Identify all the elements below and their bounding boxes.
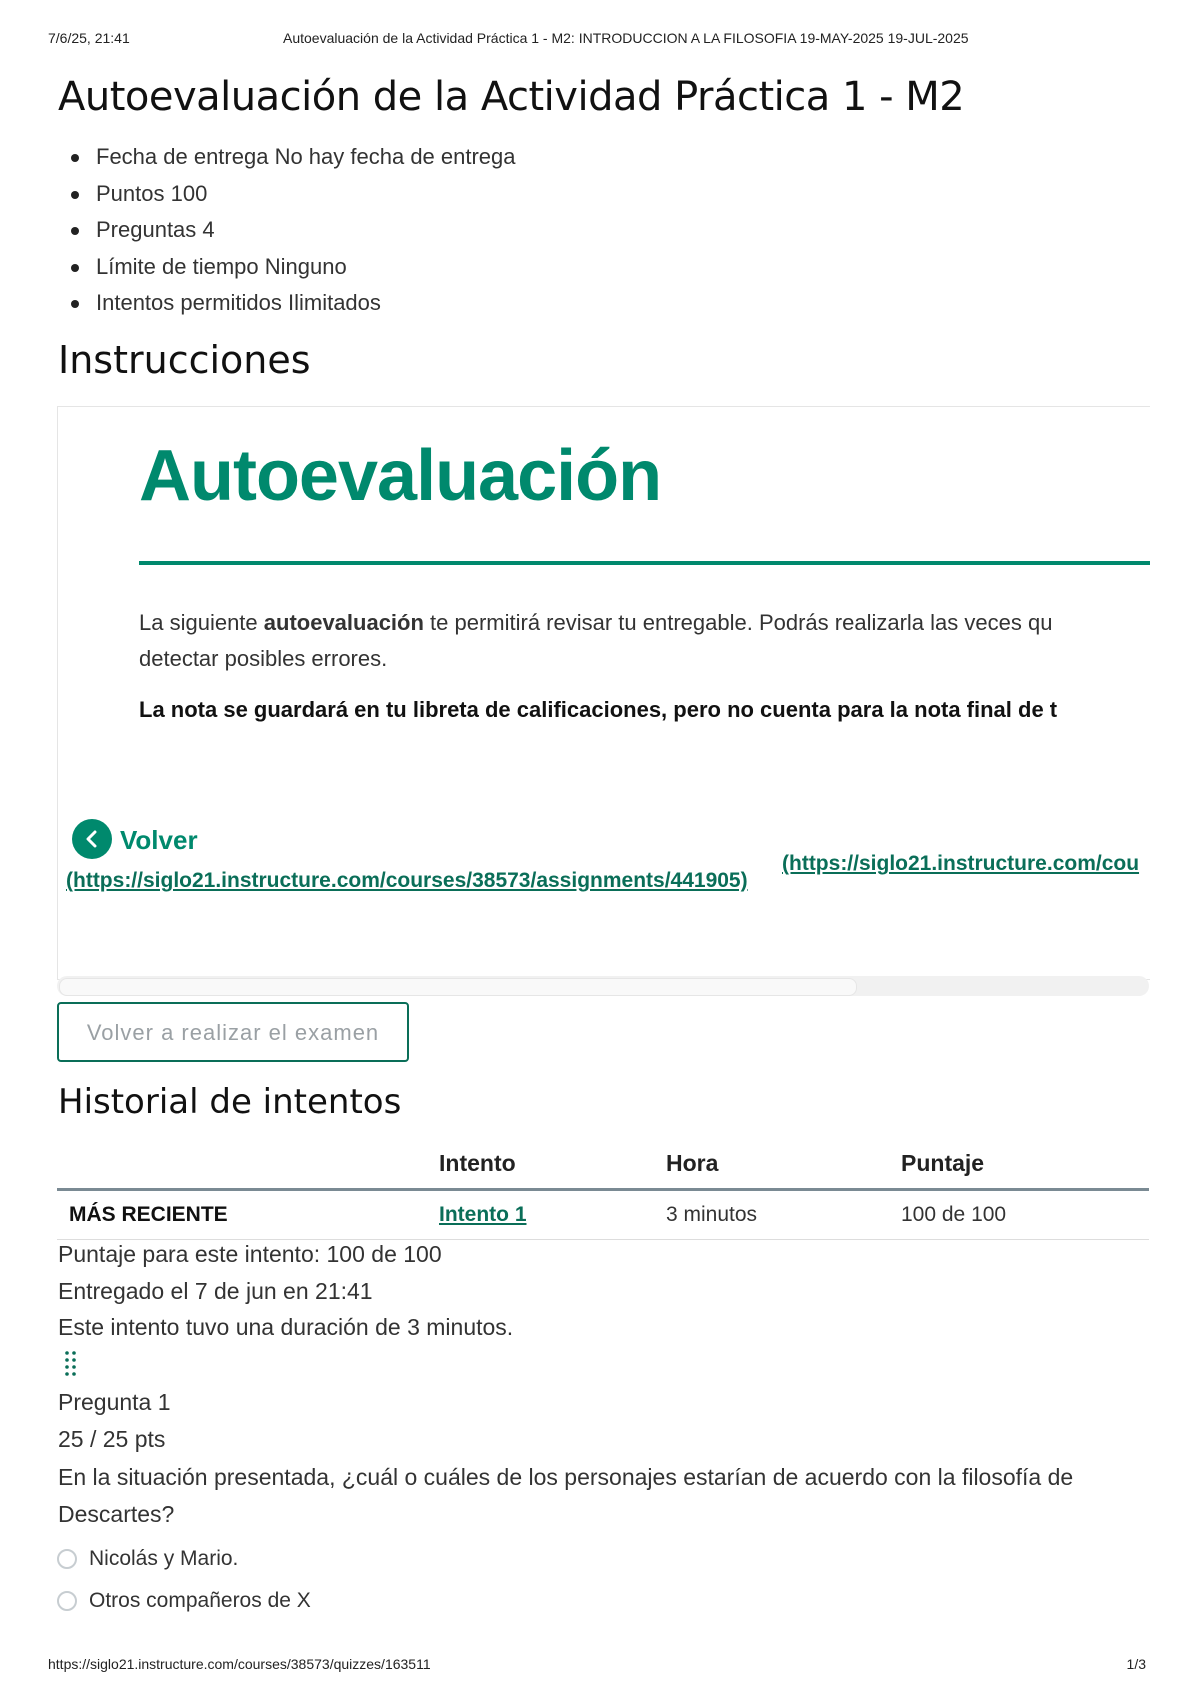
question-block	[58, 1384, 1158, 1532]
meta-due-date: Fecha de entrega No hay fecha de entrega	[68, 142, 516, 179]
meta-questions: Preguntas 4	[68, 215, 516, 252]
attempt-history-heading: Historial de intentos	[58, 1082, 402, 1122]
assignment-link[interactable]: (https://siglo21.instructure.com/courses/38573/assignments/441905)	[66, 869, 748, 892]
instructions-frame	[57, 406, 1150, 980]
question-text: En la situación presentada, ¿cuál o cuáles de los personajes estarían de acuerdo con la filosofía de Descartes?	[58, 1464, 1074, 1527]
instructions-banner-title: Autoevaluación	[139, 436, 662, 516]
attempt-time: 3 minutos	[666, 1203, 758, 1226]
banner-divider	[139, 561, 1150, 565]
print-page-number: 1/3	[1126, 1656, 1146, 1672]
retake-quiz-button[interactable]: Volver a realizar el examen	[57, 1002, 409, 1062]
scrollbar-thumb[interactable]	[59, 978, 857, 996]
instructions-text-bold: autoevaluación	[263, 610, 424, 635]
column-header-attempt: Intento	[439, 1150, 516, 1176]
print-title: Autoevaluación de la Actividad Práctica 1 - M2: INTRODUCCION A LA FILOSOFIA 19-MAY-2025 19-JUL-2025	[283, 30, 969, 46]
column-header-score: Puntaje	[901, 1150, 985, 1176]
question-points: 25 / 25 pts	[58, 1425, 166, 1452]
attempt-submitted-line: Entregado el 7 de jun en 21:41	[58, 1277, 373, 1304]
answer-radio[interactable]	[57, 1549, 77, 1569]
print-url: https://siglo21.instructure.com/courses/38573/quizzes/163511	[48, 1656, 431, 1672]
back-button[interactable]	[72, 819, 112, 859]
attempt-history-table	[57, 1142, 1149, 1240]
answer-text: Nicolás y Mario.	[89, 1547, 239, 1570]
instructions-heading: Instrucciones	[58, 338, 311, 382]
row-label-most-recent: MÁS RECIENTE	[69, 1203, 228, 1226]
instructions-line-1	[139, 605, 1150, 641]
chevron-left-icon	[84, 830, 100, 848]
instructions-line-2: detectar posibles errores.	[139, 646, 388, 671]
answer-text: Otros compañeros de X	[89, 1589, 311, 1612]
drag-handle-icon[interactable]	[64, 1350, 78, 1376]
instructions-grade-note: La nota se guardará en tu libreta de calificaciones, pero no cuenta para la nota final de t	[139, 697, 1058, 722]
table-row	[57, 1191, 1149, 1240]
instructions-text-a: La siguiente	[139, 610, 264, 635]
meta-points: Puntos 100	[68, 179, 516, 216]
quiz-meta-list	[68, 142, 516, 325]
print-footer	[48, 1656, 1152, 1672]
attempt-info	[58, 1236, 513, 1346]
answer-radio[interactable]	[57, 1591, 77, 1611]
meta-allowed-attempts: Intentos permitidos Ilimitados	[68, 288, 516, 325]
course-link[interactable]: (https://siglo21.instructure.com/cou	[782, 852, 1140, 875]
instructions-text-b: te permitirá revisar tu entregable. Podrás realizarla las veces qu	[423, 610, 1053, 635]
attempt-1-link[interactable]: Intento 1	[439, 1203, 527, 1226]
print-header	[48, 30, 1152, 50]
table-header-row	[57, 1142, 1149, 1191]
attempt-duration-line: Este intento tuvo una duración de 3 minutos.	[58, 1314, 514, 1340]
attempt-score-line: Puntaje para este intento: 100 de 100	[58, 1241, 442, 1267]
column-header-time: Hora	[666, 1150, 719, 1176]
instructions-paragraph	[139, 605, 1150, 677]
attempt-score: 100 de 100	[901, 1203, 1007, 1226]
page-title: Autoevaluación de la Actividad Práctica 1 - M2	[58, 74, 965, 120]
question-number: Pregunta 1	[58, 1389, 171, 1415]
back-label[interactable]: Volver	[120, 825, 198, 855]
meta-time-limit: Límite de tiempo Ninguno	[68, 252, 516, 289]
print-datetime: 7/6/25, 21:41	[48, 30, 130, 46]
